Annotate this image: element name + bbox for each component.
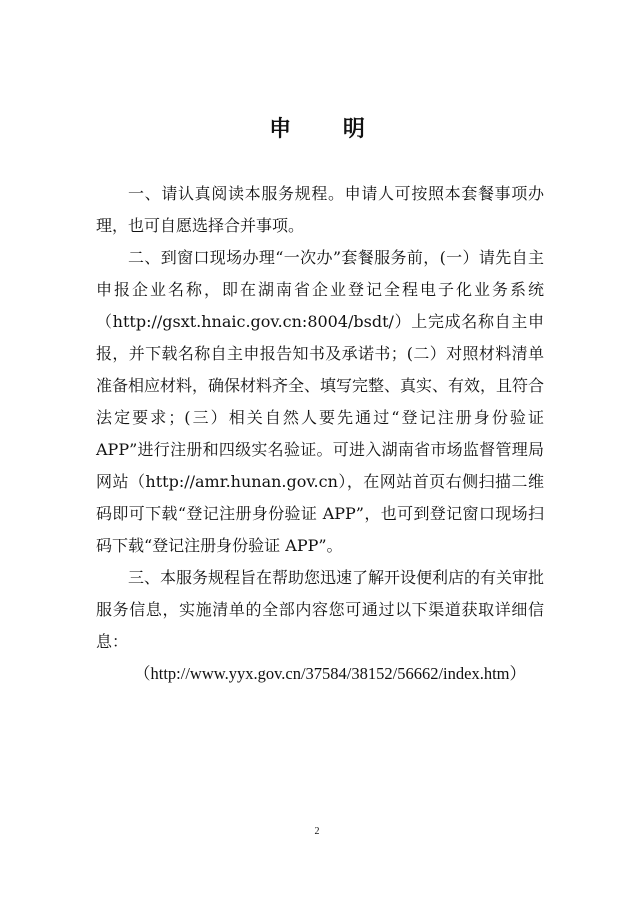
source-url: （http://www.yyx.gov.cn/37584/38152/56662/index.htm） [133, 664, 526, 683]
paragraph-1: 一、请认真阅读本服务规程。申请人可按照本套餐事项办理，也可自愿选择合并事项。 [96, 184, 544, 235]
document-body [96, 178, 544, 690]
page-number: 2 [314, 826, 320, 837]
page-title: 申 明 [269, 117, 387, 142]
paragraph-2: 二、到窗口现场办理“一次办”套餐服务前，(一）请先自主申报企业名称，即在湖南省企业登记全程电子化业务系统（http://gsxt.hnaic.gov.cn:8004/bsdt/）上完成名称自主申报，并下载名称自主申报告知书及承诺书；(二）对照材料清单准备相应材料，确保材料齐全、填写完整、真实、有效，且符合法定要求；(三）相关自然人要先通过“登记注册身份验证 APP”进行注册和四级实名验证。可进入湖南省市场监督管理局网站（http://amr.hunan.gov.cn），在网站首页右侧扫描二维码即可下载“登记注册身份验证 APP”，也可到登记窗口现场扫码下载“登记注册身份验证 APP”。 [96, 248, 545, 555]
paragraph-3: 三、本服务规程旨在帮助您迅速了解开设便利店的有关审批服务信息，实施清单的全部内容您可通过以下渠道获取详细信息： [96, 568, 545, 651]
